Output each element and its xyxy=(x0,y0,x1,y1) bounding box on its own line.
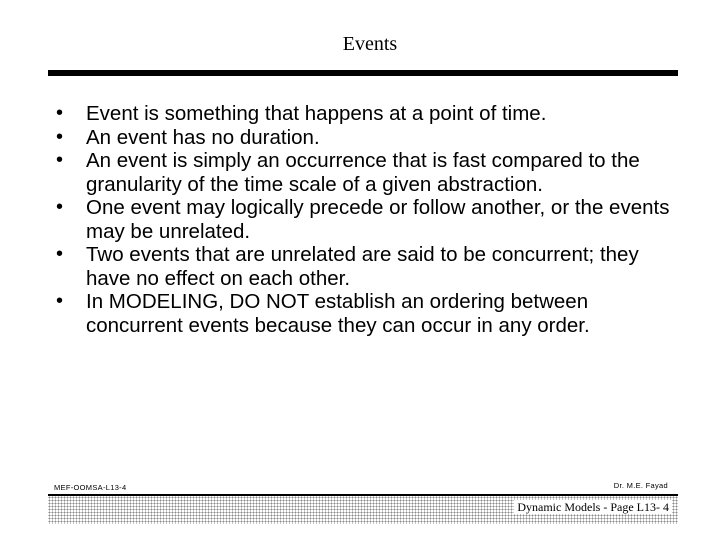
bullet-marker: • xyxy=(56,125,64,148)
bullet-text: An event is simply an occurrence that is fast compared to the granularity of the time scale of a given abstraction. xyxy=(86,149,640,196)
bullet-marker: • xyxy=(56,290,64,312)
title-divider xyxy=(48,70,678,76)
bullet-marker: • xyxy=(56,196,64,218)
bullet-item xyxy=(56,196,676,243)
bullet-text: One event may logically precede or follow another, or the events may be unrelated. xyxy=(86,196,670,243)
page-label: Dynamic Models - Page L13- 4 xyxy=(514,500,672,514)
author-credit: Dr. M.E. Fayad xyxy=(613,481,668,490)
bullet-item xyxy=(56,126,676,150)
bullet-text: In MODELING, DO NOT establish an ordering between concurrent events because they can occur in any order. xyxy=(86,290,590,337)
bullet-marker: • xyxy=(56,243,64,265)
bullet-list xyxy=(56,102,676,337)
bullet-item xyxy=(56,102,676,126)
bullet-text: Two events that are unrelated are said to be concurrent; they have no effect on each other. xyxy=(86,243,639,290)
bullet-item xyxy=(56,149,676,196)
footer-band xyxy=(48,494,678,524)
bullet-text: Event is something that happens at a point of time. xyxy=(86,102,547,125)
bullet-text: An event has no duration. xyxy=(86,125,320,149)
slide-title: Events xyxy=(342,33,398,55)
bullet-item xyxy=(56,290,676,337)
bullet-item xyxy=(56,243,676,290)
bullet-marker: • xyxy=(56,149,64,171)
course-code: MEF-OOMSA-L13-4 xyxy=(54,483,127,492)
bullet-marker: • xyxy=(56,102,64,124)
